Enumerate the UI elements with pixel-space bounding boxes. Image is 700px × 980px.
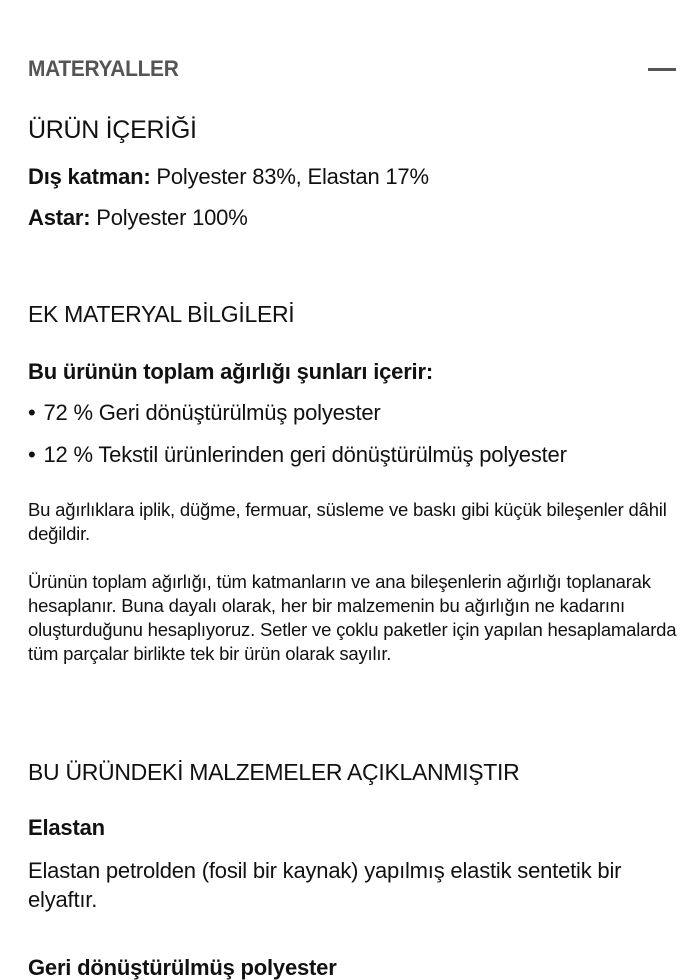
weight-explanation: Ürünün toplam ağırlığı, tüm katmanların ve ana bileşenlerin ağırlığı toplanarak hesaplanır. Buna dayalı olarak, her bir malzemenin bu ağırlığın ne kadarını oluşturduğunu hesaplıyoruz. Setler ve çoklu paketler için yapılan hesaplamalarda tüm parçalar birlikte tek bir ürün olarak sayılır. [28, 571, 677, 664]
accordion-title: MATERYALLER [28, 56, 179, 81]
outer-layer-composition [28, 164, 429, 190]
weight-item: • 12 % Tekstil ürünlerinden geri dönüştürülmüş polyester [28, 442, 567, 468]
lining-value: Polyester 100% [90, 205, 248, 230]
lining-composition [28, 205, 248, 231]
weight-intro: Bu ürünün toplam ağırlığı şunları içerir: [28, 359, 433, 384]
material-name-elastan: Elastan [28, 815, 105, 840]
material-name-recycled-polyester: Geri dönüştürülmüş polyester [28, 955, 337, 980]
materials-explained-title: BU ÜRÜNDEKİ MALZEMELER AÇIKLANMIŞTIR [28, 759, 520, 785]
outer-layer-value: Polyester 83%, Elastan 17% [150, 164, 429, 189]
product-content-title: ÜRÜN İÇERİĞİ [28, 116, 197, 144]
material-description-elastan: Elastan petrolden (fosil bir kaynak) yapılmış elastik sentetik bir elyaftır. [28, 858, 622, 912]
lining-label: Astar: [28, 205, 91, 230]
minus-icon[interactable] [648, 68, 676, 71]
weight-note: Bu ağırlıklara iplik, düğme, fermuar, süsleme ve baskı gibi küçük bileşenler dâhil değildir. [28, 499, 667, 544]
materials-accordion-header[interactable] [28, 52, 676, 86]
outer-layer-label: Dış katman: [28, 164, 151, 189]
additional-info-title: EK MATERYAL BİLGİLERİ [28, 301, 295, 327]
weight-item: • 72 % Geri dönüştürülmüş polyester [28, 400, 381, 426]
